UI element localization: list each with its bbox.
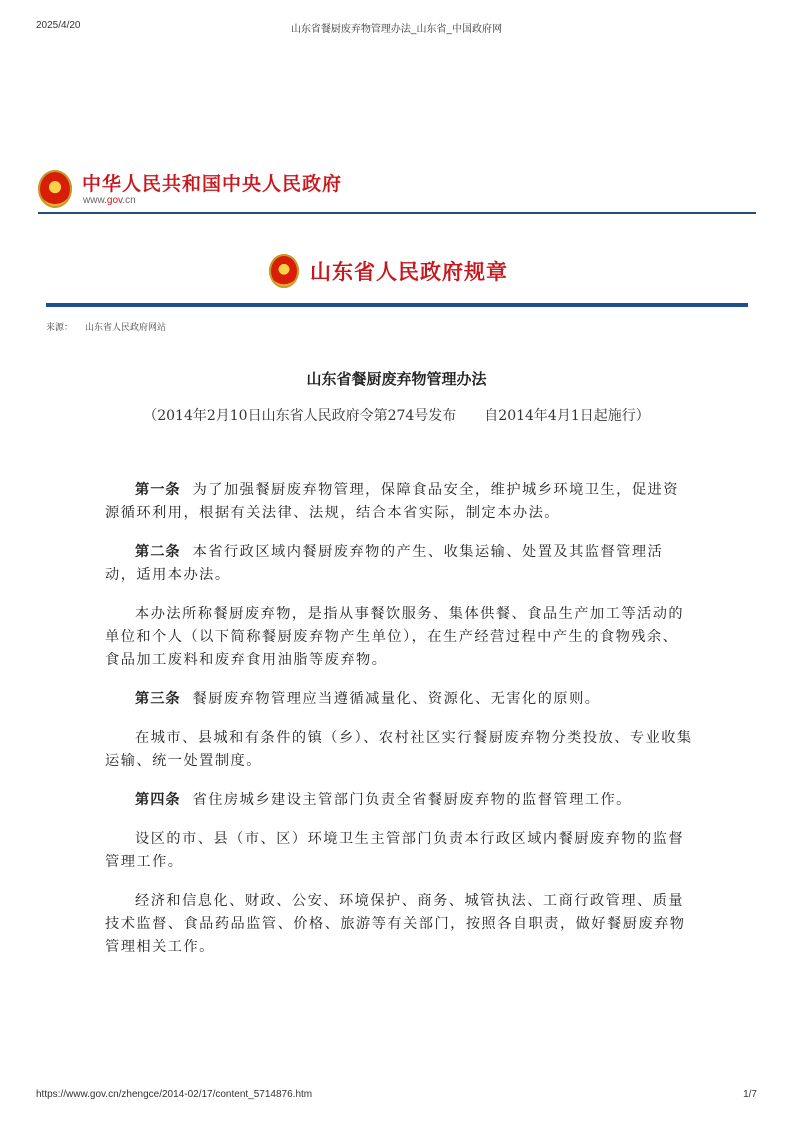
- paragraph-text: 餐厨废弃物管理应当遵循减量化、资源化、无害化的原则。: [192, 691, 601, 707]
- print-footer: [36, 1089, 757, 1103]
- site-url-highlight: gov: [106, 195, 123, 206]
- paragraph-text: 经济和信息化、财政、公安、环境保护、商务、城管执法、工商行政管理、质量技术监督、食品药品监管、价格、旅游等有关部门，按照各自职责，做好餐厨废弃物管理相关工作。: [105, 893, 686, 955]
- document-title: 山东省餐厨废弃物管理办法: [306, 370, 487, 388]
- site-header-divider: [38, 212, 756, 214]
- source-value: 山东省人民政府网站: [85, 323, 167, 333]
- paragraph: [105, 603, 693, 672]
- article-number: 第一条: [135, 482, 181, 498]
- source-line: [46, 320, 166, 333]
- print-date: 2025/4/20: [36, 20, 81, 31]
- site-url[interactable]: [83, 195, 136, 206]
- site-header: [38, 166, 756, 216]
- paragraph-text: 设区的市、县（市、区）环境卫生主管部门负责本行政区域内餐厨废弃物的监督管理工作。: [105, 831, 685, 870]
- site-url-suffix: .cn: [122, 195, 136, 206]
- paragraph-text: 省住房城乡建设主管部门负责全省餐厨废弃物的监督管理工作。: [192, 792, 632, 808]
- print-url: https://www.gov.cn/zhengce/2014-02/17/content_5714876.htm: [36, 1089, 313, 1100]
- page-number: 1/7: [743, 1089, 757, 1100]
- site-name-link[interactable]: 中华人民共和国中央人民政府: [82, 173, 343, 195]
- print-page-title: 山东省餐厨废弃物管理办法_山东省_中国政府网: [290, 24, 503, 35]
- paragraph: [105, 890, 693, 959]
- article-number: 第三条: [135, 691, 181, 707]
- paragraph: [105, 727, 693, 773]
- paragraph: [105, 789, 693, 812]
- source-label: 来源：: [46, 323, 74, 333]
- document-subtitle: （2014年2月10日山东省人民政府令第274号发布 自2014年4月1日起施行）: [143, 408, 650, 424]
- banner-title: 山东省人民政府规章: [310, 259, 508, 284]
- paragraph: [105, 828, 693, 874]
- paragraph: [105, 479, 693, 525]
- paragraph: [105, 541, 693, 587]
- paragraph-text: 为了加强餐厨废弃物管理，保障食品安全，维护城乡环境卫生，促进资源循环利用，根据有关法律、法规，结合本省实际，制定本办法。: [105, 482, 679, 521]
- article-number: 第二条: [135, 544, 181, 560]
- paragraph-text: 在城市、县城和有条件的镇（乡）、农村社区实行餐厨废弃物分类投放、专业收集运输、统一处置制度。: [105, 730, 693, 769]
- paragraph-text: 本省行政区域内餐厨废弃物的产生、收集运输、处置及其监督管理活动，适用本办法。: [105, 544, 664, 583]
- article-number: 第四条: [135, 792, 181, 808]
- print-header: [36, 20, 757, 34]
- paragraph: [105, 688, 693, 711]
- site-url-prefix: www.: [83, 195, 107, 206]
- paragraph-text: 本办法所称餐厨废弃物，是指从事餐饮服务、集体供餐、食品生产加工等活动的单位和个人（以下简称餐厨废弃物产生单位），在生产经营过程中产生的食物残余、食品加工废料和废弃食用油脂等废弃物。: [105, 606, 685, 668]
- national-emblem-icon[interactable]: [38, 170, 72, 208]
- regulation-banner: [0, 250, 793, 290]
- banner-emblem-icon: [269, 254, 299, 288]
- banner-divider: [46, 303, 748, 307]
- document-body: [105, 479, 693, 975]
